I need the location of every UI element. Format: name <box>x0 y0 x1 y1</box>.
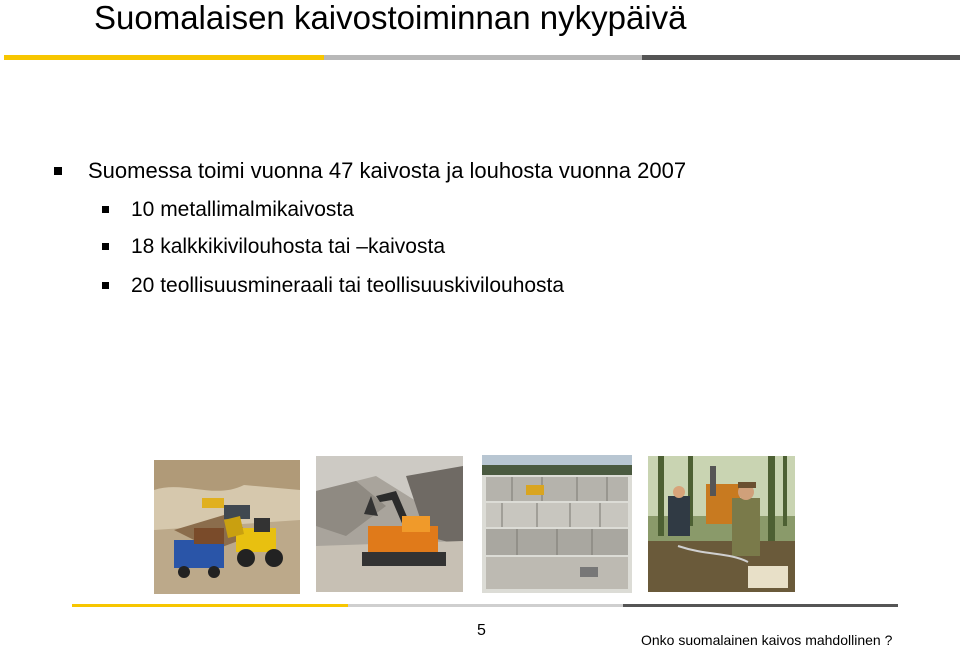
square-bullet-icon <box>102 243 109 250</box>
bullet-main-text: Suomessa toimi vuonna 47 kaivosta ja louhosta vuonna 2007 <box>88 158 687 183</box>
gravel-pit-truck-loader-photo <box>154 460 300 594</box>
footer-divider <box>72 604 898 607</box>
square-bullet-icon <box>54 167 62 175</box>
footer-text: Onko suomalainen kaivos mahdollinen ? <box>641 632 893 648</box>
page-number: 5 <box>477 622 486 639</box>
square-bullet-icon <box>102 206 109 213</box>
bullet-sub-text: 10 metallimalmikaivosta <box>131 198 354 221</box>
slide-title: Suomalaisen kaivostoiminnan nykypäivä <box>94 0 687 36</box>
bullet-sub-text: 18 kalkkikivilouhosta tai –kaivosta <box>131 235 445 258</box>
square-bullet-icon <box>102 282 109 289</box>
forest-drilling-geologist-photo <box>648 456 795 592</box>
bullet-sub-text: 20 teollisuusmineraali tai teollisuuskivilouhosta <box>131 274 565 297</box>
quarry-excavator-photo <box>316 456 463 592</box>
stone-block-quarry-photo <box>482 455 632 593</box>
title-divider <box>4 55 960 60</box>
